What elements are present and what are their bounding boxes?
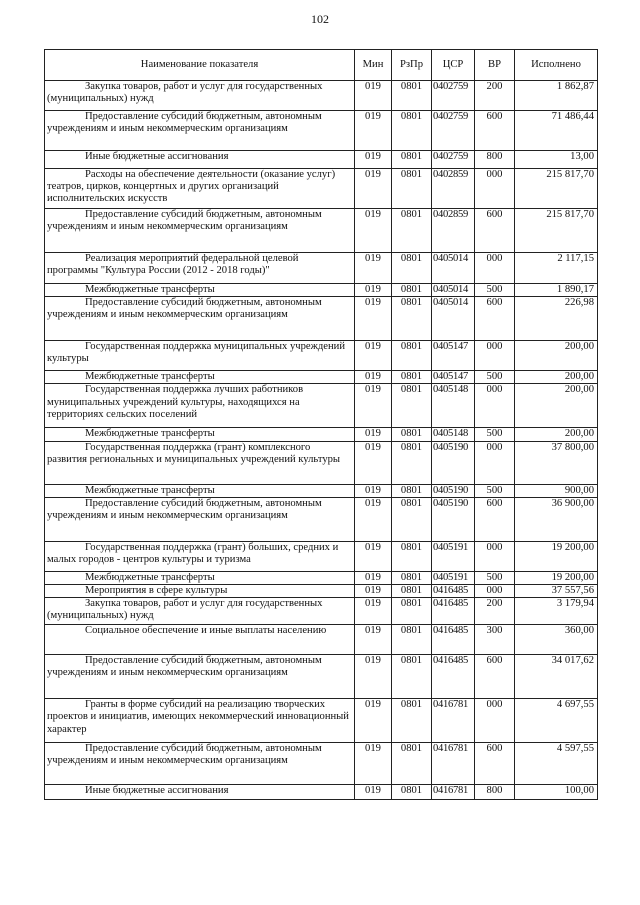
- row-min: 019: [355, 151, 392, 169]
- row-name-text: Межбюджетные трансферты: [85, 571, 215, 583]
- row-csr: 0416485: [432, 598, 475, 625]
- row-vr: 500: [475, 484, 515, 497]
- row-rzpr: 0801: [392, 253, 432, 284]
- row-rzpr: 0801: [392, 428, 432, 441]
- row-csr: 0416485: [432, 585, 475, 598]
- row-rzpr: 0801: [392, 625, 432, 655]
- row-name-text: Гранты в форме субсидий на реализацию творческих проектов и инициатив, имеющих некоммерческий инновационный характер: [47, 699, 349, 735]
- table-row: [45, 785, 598, 800]
- row-name: [45, 585, 355, 598]
- row-rzpr: 0801: [392, 585, 432, 598]
- row-executed: 37 557,56: [515, 585, 598, 598]
- row-name-text: Предоставление субсидий бюджетным, автономным учреждениям и иным некоммерческим организациям: [47, 111, 322, 135]
- row-min: 019: [355, 541, 392, 571]
- table-row: [45, 699, 598, 743]
- row-rzpr: 0801: [392, 743, 432, 785]
- header-min: Мин: [355, 50, 392, 81]
- row-vr: 000: [475, 585, 515, 598]
- row-name-text: Предоставление субсидий бюджетным, автономным учреждениям и иным некоммерческим организациям: [47, 497, 322, 522]
- row-vr: 800: [475, 151, 515, 169]
- row-rzpr: 0801: [392, 371, 432, 384]
- row-name: [45, 699, 355, 743]
- row-name: [45, 428, 355, 441]
- row-min: 019: [355, 655, 392, 699]
- row-rzpr: 0801: [392, 81, 432, 111]
- row-name-text: Закупка товаров, работ и услуг для государственных (муниципальных) нужд: [47, 598, 323, 622]
- table-row: [45, 341, 598, 371]
- row-name: [45, 655, 355, 699]
- row-executed: 360,00: [515, 625, 598, 655]
- row-vr: 200: [475, 81, 515, 111]
- row-name: [45, 341, 355, 371]
- row-rzpr: 0801: [392, 284, 432, 297]
- header-rzpr: РзПр: [392, 50, 432, 81]
- row-name-text: Предоставление субсидий бюджетным, автономным учреждениям и иным некоммерческим организациям: [47, 297, 322, 321]
- table-row: [45, 371, 598, 384]
- row-csr: 0416485: [432, 625, 475, 655]
- row-vr: 600: [475, 655, 515, 699]
- table-row: [45, 209, 598, 253]
- row-name-text: Закупка товаров, работ и услуг для государственных (муниципальных) нужд: [47, 81, 323, 105]
- row-rzpr: 0801: [392, 341, 432, 371]
- row-min: 019: [355, 297, 392, 341]
- row-vr: 000: [475, 541, 515, 571]
- row-name: [45, 284, 355, 297]
- row-csr: 0402759: [432, 111, 475, 151]
- table-row: [45, 111, 598, 151]
- row-name-text: Предоставление субсидий бюджетным, автономным учреждениям и иным некоммерческим организациям: [47, 743, 322, 767]
- row-csr: 0416781: [432, 699, 475, 743]
- row-executed: 100,00: [515, 785, 598, 800]
- row-vr: 600: [475, 497, 515, 541]
- row-min: 019: [355, 585, 392, 598]
- row-executed: 19 200,00: [515, 541, 598, 571]
- row-vr: 500: [475, 284, 515, 297]
- row-vr: 600: [475, 111, 515, 151]
- row-name: [45, 441, 355, 484]
- row-rzpr: 0801: [392, 541, 432, 571]
- row-name: [45, 598, 355, 625]
- row-vr: 000: [475, 253, 515, 284]
- row-executed: 71 486,44: [515, 111, 598, 151]
- row-min: 019: [355, 253, 392, 284]
- row-name-text: Расходы на обеспечение деятельности (оказание услуг) театров, цирков, концертных и других организаций исполнительских искусств: [47, 169, 336, 205]
- row-csr: 0402759: [432, 81, 475, 111]
- row-vr: 000: [475, 169, 515, 209]
- row-name: [45, 785, 355, 800]
- row-name: [45, 81, 355, 111]
- row-name-text: Мероприятия в сфере культуры: [85, 585, 228, 597]
- row-vr: 200: [475, 598, 515, 625]
- row-min: 019: [355, 428, 392, 441]
- row-executed: 226,98: [515, 297, 598, 341]
- row-min: 019: [355, 209, 392, 253]
- row-name-text: Межбюджетные трансферты: [85, 284, 215, 295]
- table-row: [45, 169, 598, 209]
- row-name-text: Предоставление субсидий бюджетным, автономным учреждениям и иным некоммерческим организациям: [47, 655, 322, 679]
- row-executed: 1 862,87: [515, 81, 598, 111]
- table-row: [45, 541, 598, 571]
- table-row: [45, 625, 598, 655]
- row-vr: 800: [475, 785, 515, 800]
- row-min: 019: [355, 785, 392, 800]
- row-executed: 900,00: [515, 484, 598, 497]
- row-name-text: Государственная поддержка (грант) комплексного развития региональных и муниципальных учреждений культуры: [47, 441, 341, 465]
- row-csr: 0405190: [432, 441, 475, 484]
- row-name-text: Межбюджетные трансферты: [85, 484, 215, 496]
- row-rzpr: 0801: [392, 571, 432, 584]
- row-vr: 000: [475, 341, 515, 371]
- row-csr: 0405148: [432, 384, 475, 428]
- budget-table: [44, 49, 598, 800]
- row-min: 019: [355, 111, 392, 151]
- row-csr: 0416485: [432, 655, 475, 699]
- row-name: [45, 625, 355, 655]
- row-name-text: Иные бюджетные ассигнования: [85, 151, 229, 162]
- page-number: 102: [311, 12, 329, 26]
- row-executed: 37 800,00: [515, 441, 598, 484]
- row-vr: 500: [475, 571, 515, 584]
- row-csr: 0416781: [432, 743, 475, 785]
- row-name-text: Межбюджетные трансферты: [85, 371, 215, 383]
- row-min: 019: [355, 371, 392, 384]
- row-executed: 215 817,70: [515, 209, 598, 253]
- row-rzpr: 0801: [392, 699, 432, 743]
- row-name-text: Государственная поддержка лучших работников муниципальных учреждений культуры, находящихся на территориях сельских поселений: [47, 384, 304, 420]
- row-vr: 000: [475, 699, 515, 743]
- row-rzpr: 0801: [392, 209, 432, 253]
- row-min: 019: [355, 284, 392, 297]
- row-rzpr: 0801: [392, 497, 432, 541]
- row-rzpr: 0801: [392, 598, 432, 625]
- row-name-text: Государственная поддержка муниципальных учреждений культуры: [47, 341, 346, 365]
- table-row: [45, 151, 598, 169]
- row-csr: 0416781: [432, 785, 475, 800]
- row-rzpr: 0801: [392, 151, 432, 169]
- row-csr: 0405014: [432, 253, 475, 284]
- row-executed: 200,00: [515, 371, 598, 384]
- row-min: 019: [355, 81, 392, 111]
- row-name: [45, 151, 355, 169]
- row-executed: 200,00: [515, 428, 598, 441]
- row-csr: 0405147: [432, 341, 475, 371]
- row-rzpr: 0801: [392, 297, 432, 341]
- row-name-text: Предоставление субсидий бюджетным, автономным учреждениям и иным некоммерческим организациям: [47, 209, 322, 233]
- row-csr: 0405191: [432, 571, 475, 584]
- row-executed: 3 179,94: [515, 598, 598, 625]
- table-row: [45, 585, 598, 598]
- row-min: 019: [355, 341, 392, 371]
- row-name: [45, 371, 355, 384]
- row-executed: 13,00: [515, 151, 598, 169]
- row-name: [45, 297, 355, 341]
- row-name: [45, 743, 355, 785]
- table-row: [45, 571, 598, 584]
- row-vr: 500: [475, 428, 515, 441]
- header-csr: ЦСР: [432, 50, 475, 81]
- row-min: 019: [355, 743, 392, 785]
- row-name-text: Реализация мероприятий федеральной целевой программы "Культура России (2012 - 2018 годы)": [47, 253, 299, 277]
- header-name: Наименование показателя: [45, 50, 355, 81]
- row-executed: 4 597,55: [515, 743, 598, 785]
- table-row: [45, 441, 598, 484]
- row-min: 019: [355, 625, 392, 655]
- row-executed: 19 200,00: [515, 571, 598, 584]
- row-min: 019: [355, 571, 392, 584]
- header-executed: Исполнено: [515, 50, 598, 81]
- row-csr: 0402859: [432, 209, 475, 253]
- row-executed: 200,00: [515, 384, 598, 428]
- row-executed: 4 697,55: [515, 699, 598, 743]
- row-name-text: Иные бюджетные ассигнования: [85, 785, 229, 797]
- row-executed: 1 890,17: [515, 284, 598, 297]
- row-rzpr: 0801: [392, 169, 432, 209]
- row-csr: 0405148: [432, 428, 475, 441]
- row-rzpr: 0801: [392, 441, 432, 484]
- row-name: [45, 111, 355, 151]
- row-min: 019: [355, 484, 392, 497]
- row-executed: 2 117,15: [515, 253, 598, 284]
- table-row: [45, 284, 598, 297]
- table-row: [45, 598, 598, 625]
- table-row: [45, 484, 598, 497]
- row-vr: 000: [475, 441, 515, 484]
- row-vr: 300: [475, 625, 515, 655]
- row-csr: 0402859: [432, 169, 475, 209]
- row-csr: 0405190: [432, 484, 475, 497]
- row-csr: 0402759: [432, 151, 475, 169]
- row-name: [45, 209, 355, 253]
- row-min: 019: [355, 598, 392, 625]
- row-name: [45, 571, 355, 584]
- row-csr: 0405190: [432, 497, 475, 541]
- row-name: [45, 253, 355, 284]
- table-row: [45, 297, 598, 341]
- row-name: [45, 384, 355, 428]
- table-row: [45, 743, 598, 785]
- row-csr: 0405014: [432, 297, 475, 341]
- row-min: 019: [355, 441, 392, 484]
- row-min: 019: [355, 497, 392, 541]
- table-header-row: [45, 50, 598, 81]
- row-name: [45, 541, 355, 571]
- table-row: [45, 253, 598, 284]
- row-vr: 600: [475, 297, 515, 341]
- table-row: [45, 655, 598, 699]
- row-name-text: Межбюджетные трансферты: [85, 428, 215, 440]
- table-body: [45, 81, 598, 800]
- row-min: 019: [355, 699, 392, 743]
- row-csr: 0405191: [432, 541, 475, 571]
- row-rzpr: 0801: [392, 384, 432, 428]
- row-csr: 0405147: [432, 371, 475, 384]
- row-executed: 215 817,70: [515, 169, 598, 209]
- row-vr: 500: [475, 371, 515, 384]
- row-name-text: Социальное обеспечение и иные выплаты населению: [85, 625, 327, 637]
- table-row: [45, 384, 598, 428]
- row-name: [45, 169, 355, 209]
- row-executed: 36 900,00: [515, 497, 598, 541]
- row-name: [45, 497, 355, 541]
- table-row: [45, 497, 598, 541]
- row-vr: 600: [475, 209, 515, 253]
- row-rzpr: 0801: [392, 484, 432, 497]
- table-row: [45, 81, 598, 111]
- row-executed: 200,00: [515, 341, 598, 371]
- row-name: [45, 484, 355, 497]
- header-vr: ВР: [475, 50, 515, 81]
- row-vr: 000: [475, 384, 515, 428]
- table-row: [45, 428, 598, 441]
- row-rzpr: 0801: [392, 785, 432, 800]
- row-min: 019: [355, 169, 392, 209]
- row-csr: 0405014: [432, 284, 475, 297]
- row-name-text: Государственная поддержка (грант) больших, средних и малых городов - центров культуры и туризма: [47, 541, 339, 566]
- row-executed: 34 017,62: [515, 655, 598, 699]
- row-rzpr: 0801: [392, 655, 432, 699]
- row-vr: 600: [475, 743, 515, 785]
- row-min: 019: [355, 384, 392, 428]
- row-rzpr: 0801: [392, 111, 432, 151]
